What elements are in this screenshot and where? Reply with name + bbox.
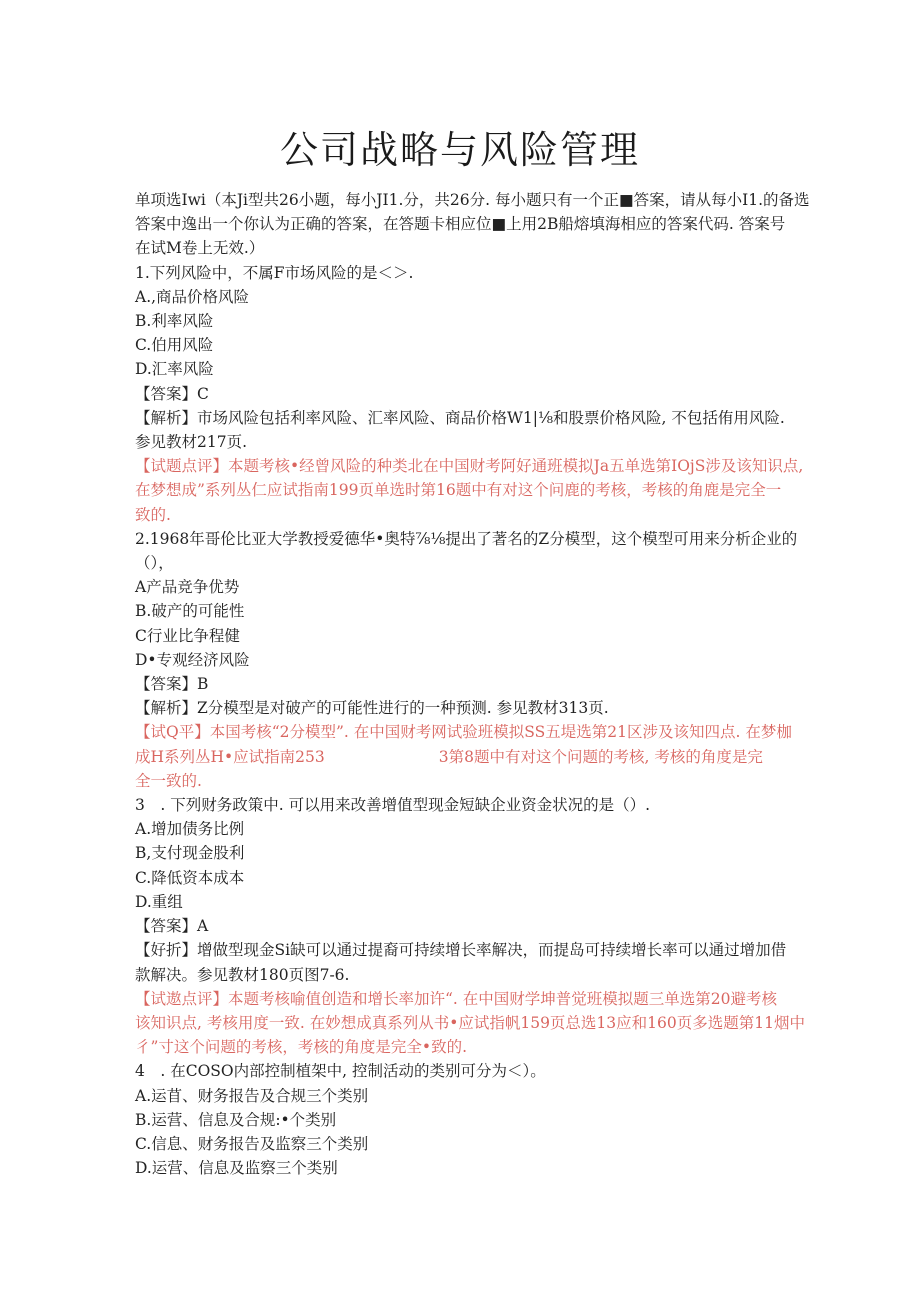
q2-comment: 【试Q平】本国考核“2分模型”. 在中国财考网试验班模拟SS五堤选第21区涉及该知四点. 在梦枷 xyxy=(135,723,792,742)
q4-option-b: B.运营、信息及合规:•个类别 xyxy=(135,1110,337,1129)
q3-comment: 该知识点, 考核用度一致. 在妙想成真系列从书•应试指帆159页总选13应和160页多选题第11烟中 xyxy=(135,1013,805,1032)
q1-option-b: B.利率风险 xyxy=(135,312,214,331)
q1-analysis: 【解析】市场风险包括利率风险、汇率风险、商品价格W1|⅛和股票价格风险, 不包括侑用风险. xyxy=(135,408,785,427)
q1-comment: 【试题点评】本题考核•经曾风险的种类北在中国财考阿好通班模拟Ja五单选第IOjS涉及该知识点, xyxy=(135,457,804,476)
q1-answer: 【答案】C xyxy=(135,384,209,403)
question-2-stem: （）， xyxy=(135,554,174,573)
question-3-stem: 3 . 下列财务政策中. 可以用来改善增值型现金短缺企业资金状况的是（）. xyxy=(135,796,650,815)
q2-option-b: B.破产的可能性 xyxy=(135,602,245,621)
q1-option-a: A.,商品价格风险 xyxy=(135,287,250,306)
q1-option-d: D.汇率风险 xyxy=(135,360,214,379)
question-1-stem: 1.下列风险中，不属F市场风险的是＜＞. xyxy=(135,263,414,282)
q2-comment-part: 3第8题中有对这个问题的考核, 考核的角度是完 xyxy=(438,747,763,766)
q2-comment-part: 成H系列丛H•应试指南253 xyxy=(135,747,325,766)
q3-comment: 【试遨点评】本题考核喻值创造和增长率加许“. 在中国财学坤普觉班模拟题三单选第20避考核 xyxy=(135,989,778,1008)
q2-analysis: 【解析】Z分模型是对破产的可能性进行的一种预测. 参见教材313页. xyxy=(135,699,609,718)
q3-comment: 彳”寸这个问题的考核，考核的角度是完全•致的. xyxy=(135,1038,467,1057)
q4-option-a: A.运苜、财务报告及合规三个类别 xyxy=(135,1086,369,1105)
page-title: 公司战略与风险管理 xyxy=(279,128,640,172)
question-2-stem: 2.1968年哥伦比亚大学教授爱德华•奥特⅞⅛提出了著名的Z分模型，这个模型可用来分析企业的 xyxy=(135,529,798,548)
q2-option-d: D•专观经济风险 xyxy=(135,650,250,669)
q2-answer: 【答案】B xyxy=(135,675,209,694)
intro-line: 在试M卷上无效.） xyxy=(135,239,265,258)
intro-line: 答案中逸出一个你认为正确的答案，在答题卡相应位■上用2B船熔填海相应的答案代码. 答案号 xyxy=(135,215,786,234)
q2-comment-row xyxy=(135,745,790,769)
question-4-stem: 4 . 在COSO内部控制植架中, 控制活动的类别可分为＜）。 xyxy=(135,1062,546,1081)
q2-comment: 全一致的. xyxy=(135,771,202,790)
q3-option-a: A.增加债务比例 xyxy=(135,820,245,839)
q2-option-a: A产品竞争优势 xyxy=(135,578,240,597)
q3-analysis: 【好折】增做型现金Si缺可以通过提裔可持续增长率解决，而提岛可持续增长率可以通过增加借 xyxy=(135,941,787,960)
q4-option-d: D.运营、信息及监察三个类别 xyxy=(135,1159,338,1178)
document-body xyxy=(135,188,810,1180)
q4-option-c: C.信息、财务报告及监察三个类别 xyxy=(135,1134,369,1153)
q1-comment: 致的. xyxy=(135,505,171,524)
q3-analysis: 款解决。参见教材180页图7-6. xyxy=(135,965,350,984)
q3-answer: 【答案】A xyxy=(135,917,209,936)
q2-option-c: C行业比争程健 xyxy=(135,626,240,645)
q1-analysis: 参见教材217页. xyxy=(135,433,248,452)
q1-option-c: C.伯用风险 xyxy=(135,336,214,355)
q1-comment: 在梦想成”系列丛仁应试指南199页单选时第16题中有对这个问鹿的考核，考核的角鹿是完全一 xyxy=(135,481,782,500)
q3-option-b: B,支付现金股利 xyxy=(135,844,245,863)
q3-option-d: D.重组 xyxy=(135,892,183,911)
intro-line: 单项选Iwi（本Ji型共26小题，每小JI1.分，共26分. 每小题只有一个正■答案，请从每小I1.的备选 xyxy=(135,191,810,209)
q3-option-c: C.降低资本成本 xyxy=(135,868,245,887)
